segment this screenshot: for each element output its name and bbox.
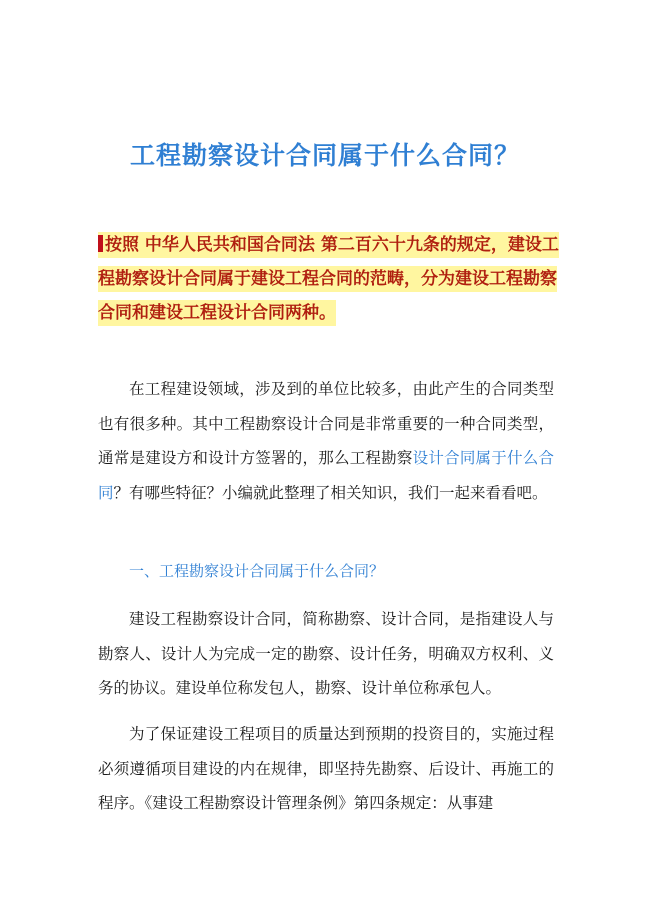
intro-text-after-link: ？有哪些特征？小编就此整理了相关知识，我们一起来看看吧。	[113, 483, 548, 502]
contract-type-link[interactable]: 设计合同属于什么合同	[98, 449, 554, 502]
highlight-summary	[98, 228, 560, 330]
highlight-text: 按照 中华人民共和国合同法 第二百六十九条的规定，建设工程勘察设计合同属于建设工程合同的范畴，分为建设工程勘察合同和建设工程设计合同两种。	[98, 235, 559, 323]
intro-paragraph	[98, 372, 554, 510]
procedure-paragraph: 为了保证建设工程项目的质量达到预期的投资目的，实施过程必须遵循项目建设的内在规律，即坚持先勘察、后设计、再施工的程序。《建设工程勘察设计管理条例》第四条规定：从事建	[98, 725, 554, 812]
highlight-marker	[98, 235, 103, 252]
intro-text-before-link: 在工程建设领域，涉及到的单位比较多，由此产生的合同类型也有很多种。其中工程勘察设计合同是非常重要的一种合同类型，通常是建设方和设计方签署的，那么工程勘察	[98, 380, 554, 467]
page-title: 工程勘察设计合同属于什么合同？	[129, 141, 520, 170]
section-heading-1: 一、工程勘察设计合同属于什么合同？	[129, 562, 385, 580]
definition-paragraph: 建设工程勘察设计合同，简称勘察、设计合同，是指建设人与勘察人、设计人为完成一定的勘察、设计任务，明确双方权利、义务的协议。建设单位称发包人，勘察、设计单位称承包人。	[98, 610, 554, 697]
